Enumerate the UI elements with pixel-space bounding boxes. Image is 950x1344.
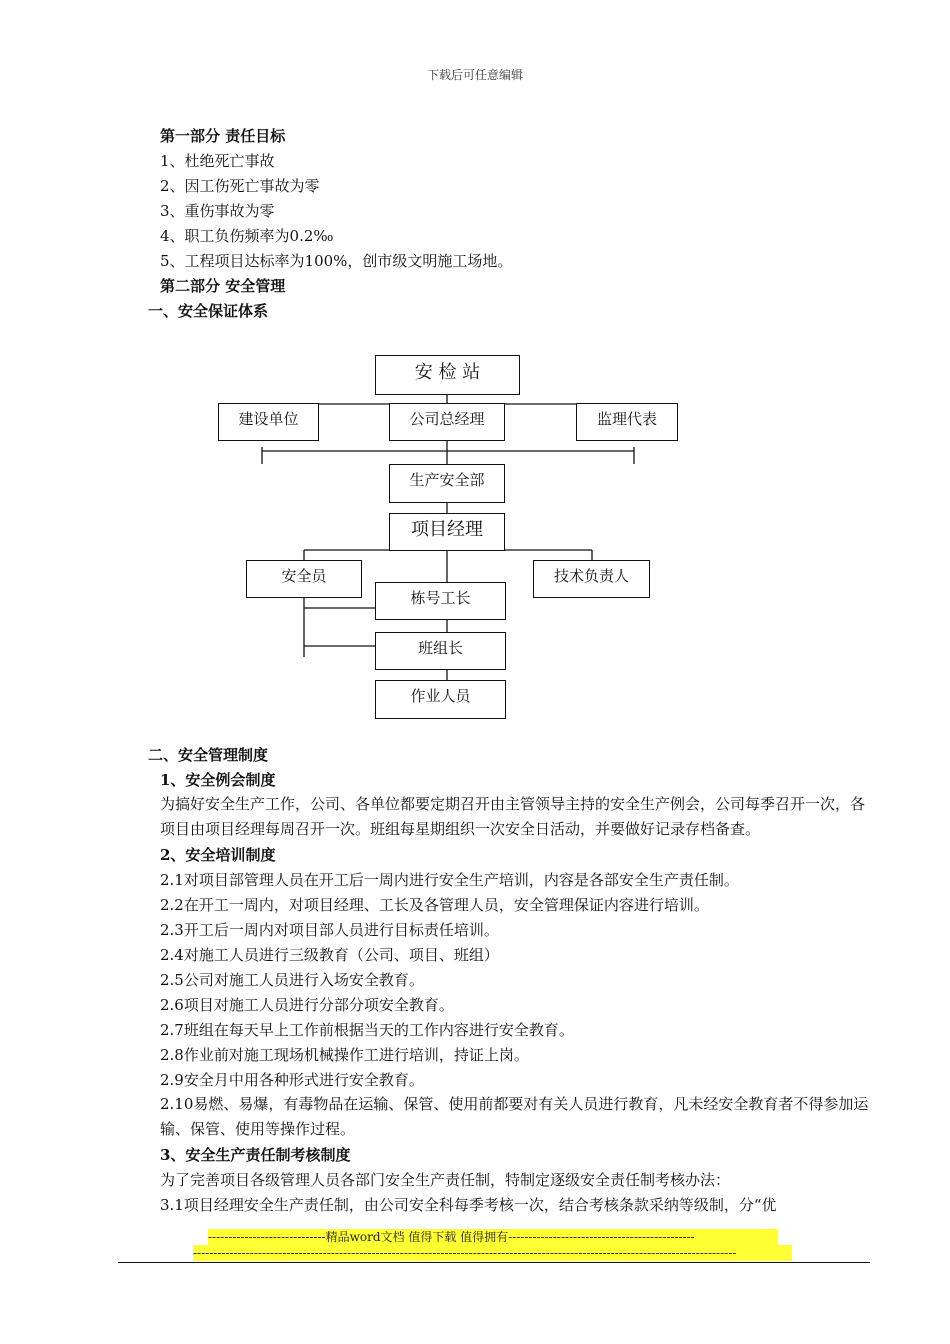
meeting-paragraph: 为搞好安全生产工作，公司、各单位都要定期召开由主管领导主持的安全生产例会，公司每季召开一次，各项目由项目经理每周召开一次。班组每星期组织一次安全日活动，并要做好记录存档备查。	[160, 795, 866, 838]
footer-dash-line: --------------------------------------------------------------------------------------------------------------------------------------	[193, 1245, 792, 1261]
training-item: 2.8作业前对施工现场机械操作工进行培训，持证上岗。	[160, 1046, 529, 1064]
goal-item: 4、职工负伤频率为0.2‰	[160, 227, 334, 245]
org-box-production-safety: 生产安全部	[389, 464, 505, 503]
training-item-10: 2.10易燃、易爆，有毒物品在运输、保管、使用前都要对有关人员进行教育，凡未经安全教育者不得参加运输、保管、使用等操作过程。	[160, 1095, 869, 1138]
section-heading: 一、安全保证体系	[148, 302, 269, 320]
org-box-project-manager: 项目经理	[389, 513, 505, 551]
header-note: 下载后可任意编辑	[426, 68, 523, 82]
assessment-intro: 为了完善项目各级管理人员各部门安全生产责任制，特制定逐级安全责任制考核办法：	[160, 1171, 731, 1189]
part2-title: 第二部分 安全管理	[160, 277, 286, 295]
org-box-workers: 作业人员	[375, 680, 506, 719]
footer-promo-line: -----------------------------精品word文档 值得下载 值得拥有----------------------------------------------	[208, 1229, 778, 1245]
subsection-heading: 1、安全例会制度	[160, 771, 276, 789]
assessment-item: 3.1项目经理安全生产责任制，由公司安全科每季考核一次，结合考核条款采纳等级制，分“优	[160, 1196, 777, 1214]
org-box-building-foreman: 栋号工长	[375, 582, 506, 620]
section-heading: 二、安全管理制度	[148, 746, 269, 764]
org-box-team-leader: 班组长	[375, 632, 506, 670]
training-item: 2.1对项目部管理人员在开工后一周内进行安全生产培训，内容是各部安全生产责任制。	[160, 871, 739, 889]
goal-item: 5、工程项目达标率为100%，创市级文明施工场地。	[160, 252, 513, 270]
part1-title: 第一部分 责任目标	[160, 127, 286, 145]
org-box-general-manager: 公司总经理	[389, 403, 505, 441]
org-box-safety-officer: 安全员	[246, 560, 362, 598]
org-box-tech-lead: 技术负责人	[533, 560, 650, 598]
training-item: 2.3开工后一周内对项目部人员进行目标责任培训。	[160, 921, 499, 939]
training-item: 2.2在开工一周内，对项目经理、工长及各管理人员，安全管理保证内容进行培训。	[160, 896, 709, 914]
goal-item: 2、因工伤死亡事故为零	[160, 177, 320, 195]
org-box-station: 安 检 站	[375, 355, 520, 395]
subsection-heading: 2、安全培训制度	[160, 846, 276, 864]
training-item: 2.6项目对施工人员进行分部分项安全教育。	[160, 996, 454, 1014]
org-box-supervisor: 监理代表	[576, 403, 678, 441]
training-item: 2.9安全月中用各种形式进行安全教育。	[160, 1071, 424, 1089]
training-item: 2.4对施工人员进行三级教育（公司、项目、班组）	[160, 946, 499, 964]
goal-item: 1、杜绝死亡事故	[160, 152, 275, 170]
footer-rule	[118, 1262, 870, 1263]
training-item: 2.5公司对施工人员进行入场安全教育。	[160, 971, 424, 989]
goal-item: 3、重伤事故为零	[160, 202, 275, 220]
org-box-builder: 建设单位	[218, 403, 319, 441]
subsection-heading: 3、安全生产责任制考核制度	[160, 1146, 351, 1164]
training-item: 2.7班组在每天早上工作前根据当天的工作内容进行安全教育。	[160, 1021, 574, 1039]
